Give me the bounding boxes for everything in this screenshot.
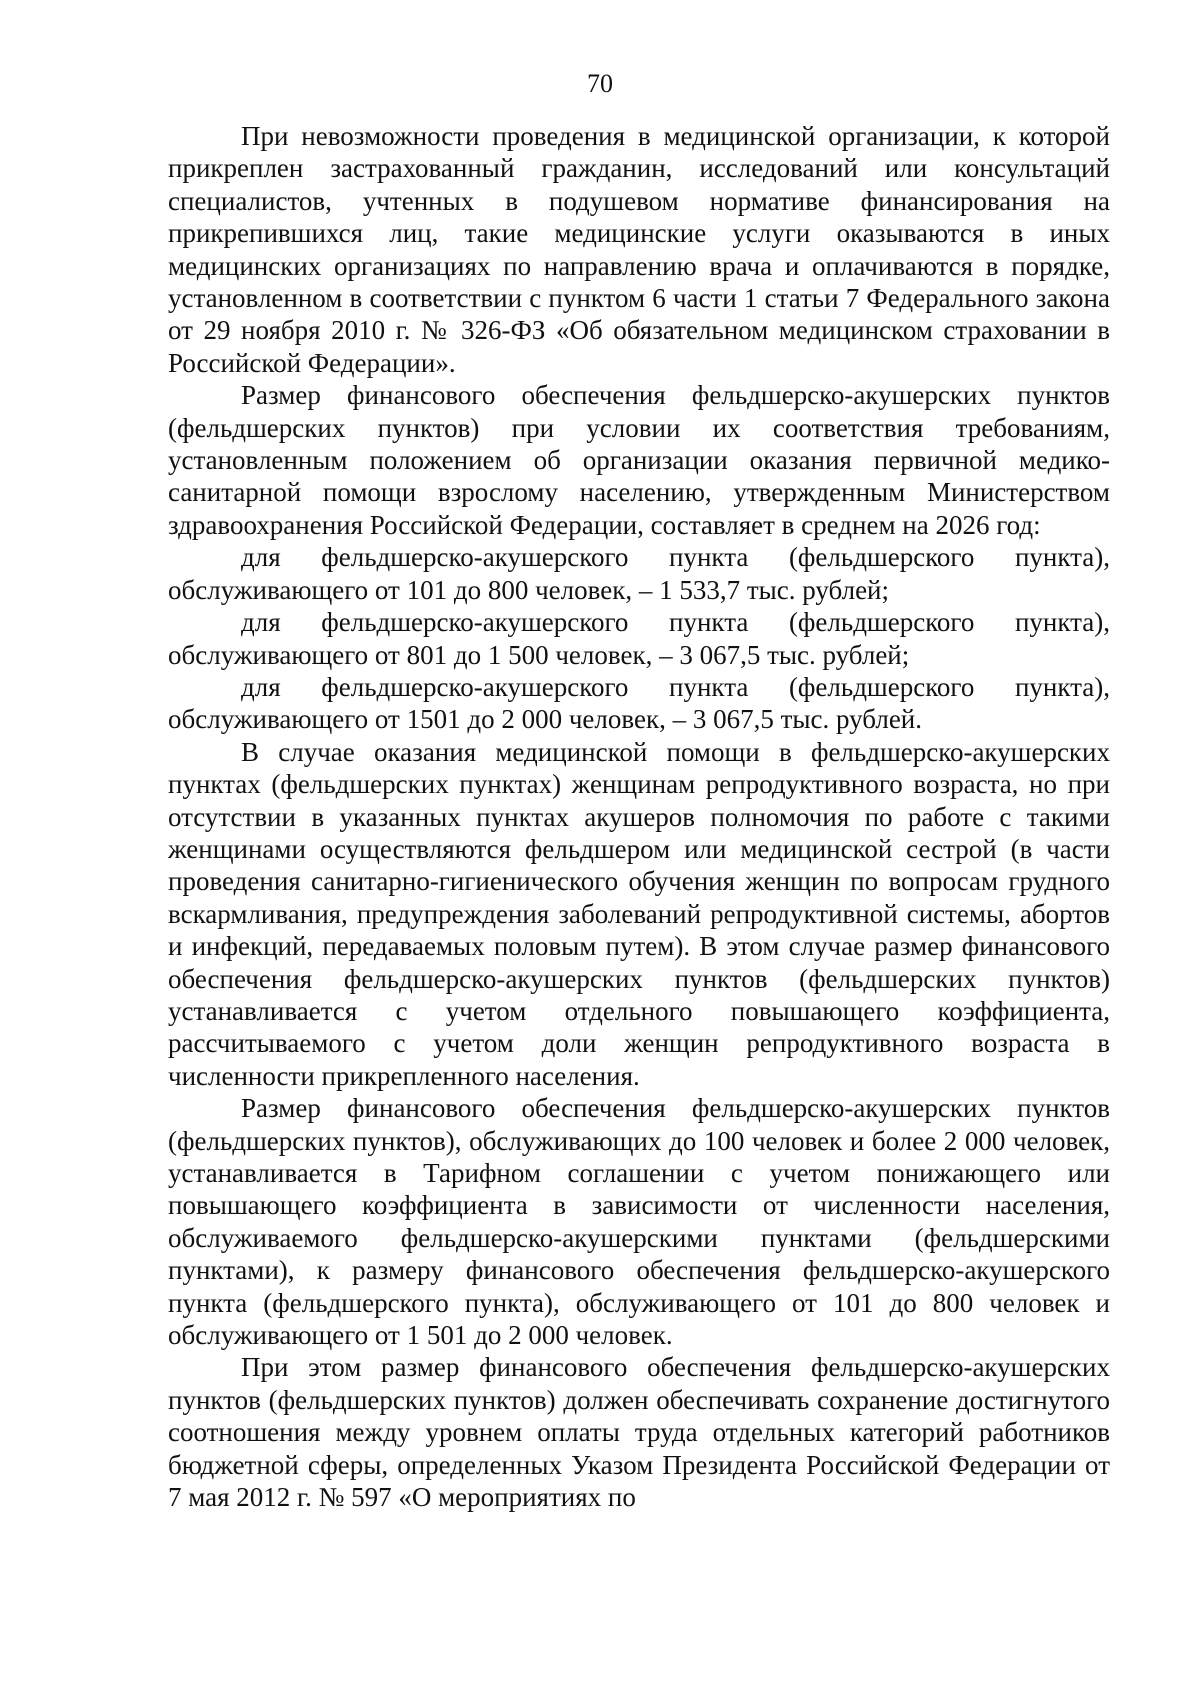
paragraph: для фельдшерско-акушерского пункта (фельдшерского пункта), обслуживающего от 101 до 800 человек, – 1 533,7 тыс. рублей; bbox=[168, 542, 1110, 605]
paragraph: Размер финансового обеспечения фельдшерско-акушерских пунктов (фельдшерских пунктов), обслуживающих до 100 человек и более 2 000 человек, устанавливается в Тарифном соглашении с учетом понижающего или повышающего коэффициента в зависимости от численности населения, обслуживаемого фельдшерско-акушерскими пунктами (фельдшерскими пунктами), к размеру финансового обеспечения фельдшерско-акушерского пункта (фельдшерского пункта), обслуживающего от 101 до 800 человек и обслуживающего от 1 501 до 2 000 человек. bbox=[168, 1093, 1110, 1351]
paragraph: При этом размер финансового обеспечения фельдшерско-акушерских пунктов (фельдшерских пунктов) должен обеспечивать сохранение достигнутого соотношения между уровнем оплаты труда отдельных категорий работников бюджетной сферы, определенных Указом Президента Российской Федерации от 7 мая 2012 г. № 597 «О мероприятиях по bbox=[168, 1352, 1110, 1513]
paragraph: При невозможности проведения в медицинской организации, к которой прикреплен застрахованный гражданин, исследований или консультаций специалистов, учтенных в подушевом нормативе финансирования на прикрепившихся лиц, такие медицинские услуги оказываются в иных медицинских организациях по направлению врача и оплачиваются в порядке, установленном в соответствии с пунктом 6 части 1 статьи 7 Федерального закона от 29 ноября 2010 г. № 326-ФЗ «Об обязательном медицинском страховании в Российской Федерации». bbox=[168, 121, 1110, 378]
paragraph: В случае оказания медицинской помощи в фельдшерско-акушерских пунктах (фельдшерских пунктах) женщинам репродуктивного возраста, но при отсутствии в указанных пунктах акушеров полномочия по работе с такими женщинами осуществляются фельдшером или медицинской сестрой (в части проведения санитарно-гигиенического обучения женщин по вопросам грудного вскармливания, предупреждения заболеваний репродуктивной системы, абортов и инфекций, передаваемых половым путем). В этом случае размер финансового обеспечения фельдшерско-акушерских пунктов (фельдшерских пунктов) устанавливается с учетом отдельного повышающего коэффициента, рассчитываемого с учетом доли женщин репродуктивного возраста в численности прикрепленного населения. bbox=[168, 736, 1110, 1091]
paragraph: для фельдшерско-акушерского пункта (фельдшерского пункта), обслуживающего от 1501 до 2 000 человек, – 3 067,5 тыс. рублей. bbox=[168, 671, 1110, 735]
page-number: 70 bbox=[587, 69, 613, 98]
paragraph: Размер финансового обеспечения фельдшерско-акушерских пунктов (фельдшерских пунктов) при условии их соответствия требованиям, установленным положением об организации оказания первичной медико-санитарной помощи взрослому населению, утвержденным Министерством здравоохранения Российской Федерации, составляет в среднем на 2026 год: bbox=[168, 380, 1110, 540]
paragraph: для фельдшерско-акушерского пункта (фельдшерского пункта), обслуживающего от 801 до 1 500 человек, – 3 067,5 тыс. рублей; bbox=[168, 607, 1110, 670]
document-body bbox=[168, 120, 1110, 1513]
